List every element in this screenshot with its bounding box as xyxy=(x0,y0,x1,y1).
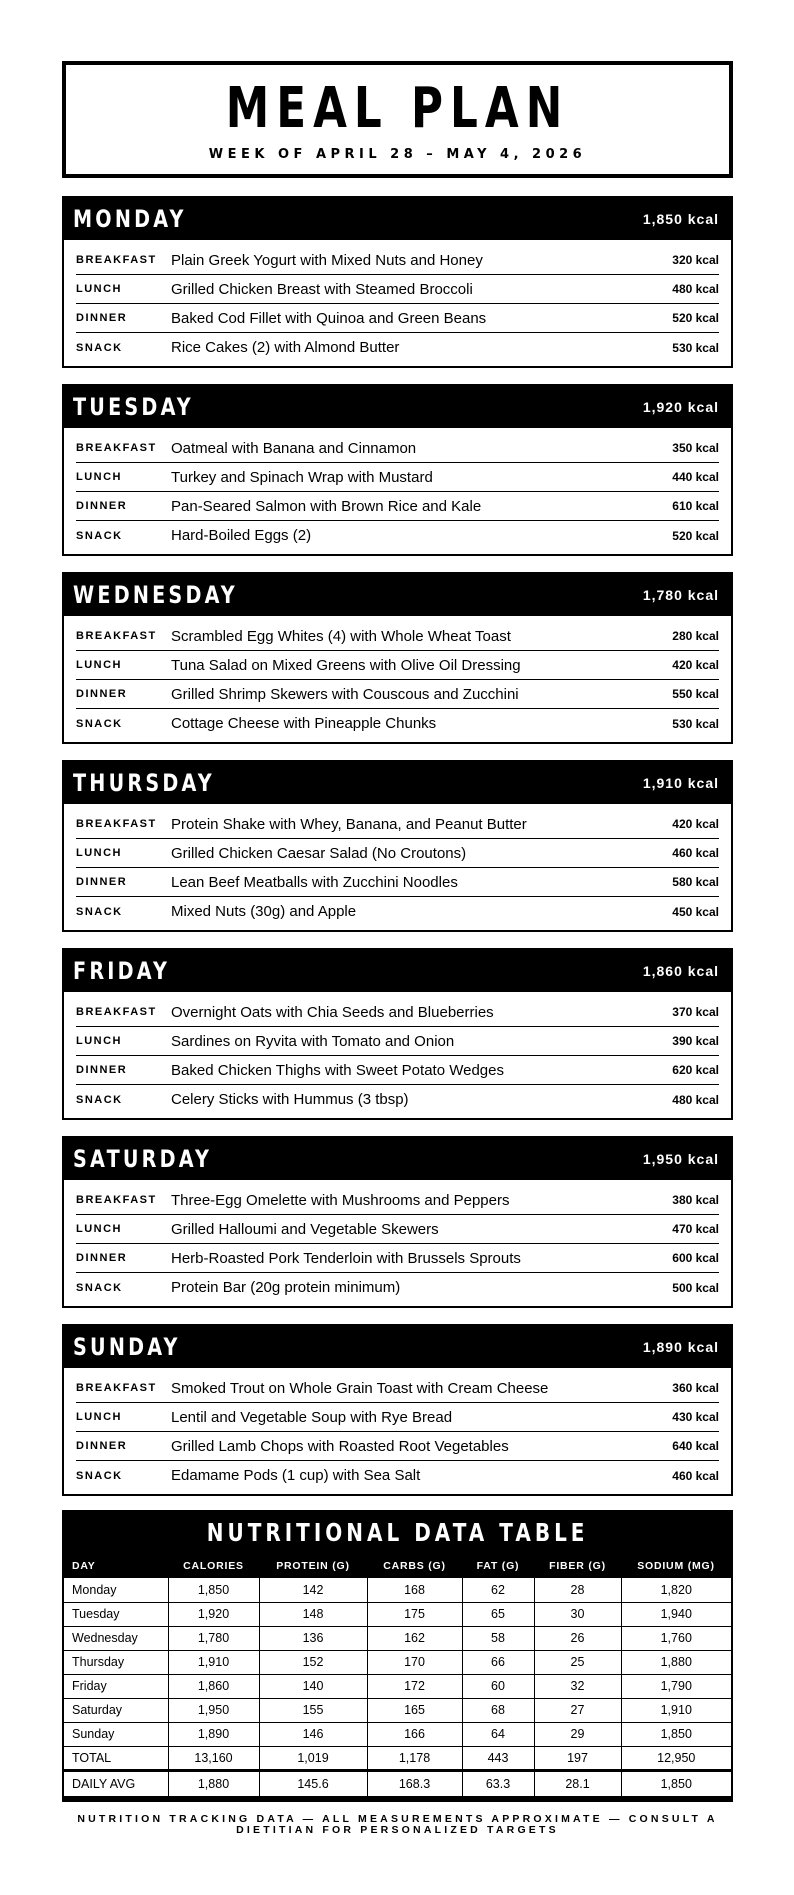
table-cell: Tuesday xyxy=(64,1602,168,1626)
table-cell: 168 xyxy=(367,1578,462,1602)
table-cell: 60 xyxy=(462,1674,534,1698)
table-cell: 168.3 xyxy=(367,1770,462,1796)
day-header xyxy=(64,762,731,804)
column-header: FAT (G) xyxy=(476,1560,520,1572)
meal-plan-header xyxy=(62,61,733,178)
meal-type: BREAKFAST xyxy=(76,1382,157,1394)
meal-row xyxy=(76,1215,719,1244)
day-name: FRIDAY xyxy=(73,957,171,985)
meal-type: SNACK xyxy=(76,1093,123,1106)
meal-type: LUNCH xyxy=(76,847,122,859)
table-cell: Monday xyxy=(64,1578,168,1602)
day-header xyxy=(64,198,731,240)
meal-type: DINNER xyxy=(76,876,128,888)
column-header: PROTEIN (G) xyxy=(276,1560,350,1572)
meal-row xyxy=(76,622,719,651)
table-row xyxy=(64,1674,731,1698)
meal-row xyxy=(76,1056,719,1085)
table-cell: 1,850 xyxy=(168,1578,259,1602)
meal-type: BREAKFAST xyxy=(76,818,157,830)
meal-list xyxy=(64,804,731,930)
meal-row xyxy=(76,839,719,868)
table-cell: 152 xyxy=(259,1650,367,1674)
table-cell: 1,940 xyxy=(621,1602,731,1626)
meal-kcal: 350 kcal xyxy=(672,441,719,455)
meal-type: BREAKFAST xyxy=(76,442,157,454)
meal-row xyxy=(76,1273,719,1302)
meal-type: BREAKFAST xyxy=(76,1194,157,1206)
meal-row xyxy=(76,333,719,362)
meal-description: Plain Greek Yogurt with Mixed Nuts and Honey xyxy=(171,251,483,269)
day-total-kcal: 1,890 kcal xyxy=(642,1339,719,1355)
meal-kcal: 450 kcal xyxy=(672,904,719,919)
meal-type: LUNCH xyxy=(76,471,122,483)
table-row xyxy=(64,1602,731,1626)
meal-description: Oatmeal with Banana and Cinnamon xyxy=(171,439,417,457)
meal-kcal: 640 kcal xyxy=(672,1439,719,1453)
meal-type: LUNCH xyxy=(76,283,122,295)
meal-row xyxy=(76,434,719,463)
table-cell: 136 xyxy=(259,1626,367,1650)
meal-type: BREAKFAST xyxy=(76,254,157,266)
meal-type: BREAKFAST xyxy=(76,630,157,642)
meal-type: LUNCH xyxy=(76,1411,122,1423)
table-cell: 26 xyxy=(534,1626,621,1650)
day-card-friday xyxy=(62,948,733,1120)
meal-list xyxy=(64,992,731,1118)
table-cell: 28 xyxy=(534,1578,621,1602)
column-header: CARBS (G) xyxy=(383,1560,446,1572)
table-cell: 1,950 xyxy=(168,1698,259,1722)
nutrition-table-title: NUTRITIONAL DATA TABLE xyxy=(206,1518,589,1547)
nutrition-table-section xyxy=(62,1510,733,1802)
meal-type: SNACK xyxy=(76,1469,123,1482)
meal-kcal: 280 kcal xyxy=(672,629,719,643)
meal-list xyxy=(64,1368,731,1494)
table-cell: Wednesday xyxy=(64,1626,168,1650)
meal-row xyxy=(76,1186,719,1215)
meal-kcal: 480 kcal xyxy=(672,1092,719,1107)
meal-type: SNACK xyxy=(76,717,123,730)
day-card-saturday xyxy=(62,1136,733,1308)
meal-type: DINNER xyxy=(76,500,128,512)
meal-row xyxy=(76,275,719,304)
day-card-thursday xyxy=(62,760,733,932)
meal-kcal: 550 kcal xyxy=(672,687,719,701)
table-cell: 1,760 xyxy=(621,1626,731,1650)
table-cell: Sunday xyxy=(64,1722,168,1746)
meal-description: Grilled Halloumi and Vegetable Skewers xyxy=(171,1220,439,1238)
meal-row xyxy=(76,680,719,709)
table-cell: DAILY AVG xyxy=(64,1770,168,1796)
table-row xyxy=(64,1578,731,1602)
meal-description: Celery Sticks with Hummus (3 tbsp) xyxy=(171,1091,409,1108)
meal-kcal: 580 kcal xyxy=(672,875,719,889)
meal-row xyxy=(76,709,719,738)
meal-description: Overnight Oats with Chia Seeds and Blueberries xyxy=(171,1003,494,1021)
day-name: THURSDAY xyxy=(73,769,215,797)
meal-kcal: 320 kcal xyxy=(672,253,719,267)
day-card-wednesday xyxy=(62,572,733,744)
nutrition-table-header xyxy=(64,1554,731,1578)
day-total-kcal: 1,950 kcal xyxy=(642,1151,719,1167)
table-cell: 1,820 xyxy=(621,1578,731,1602)
meal-row xyxy=(76,1461,719,1490)
meal-description: Protein Bar (20g protein minimum) xyxy=(171,1279,401,1296)
day-header xyxy=(64,386,731,428)
meal-list xyxy=(64,240,731,366)
meal-kcal: 610 kcal xyxy=(672,499,719,513)
table-cell: 58 xyxy=(462,1626,534,1650)
table-cell: 68 xyxy=(462,1698,534,1722)
meal-row xyxy=(76,1374,719,1403)
meal-kcal: 390 kcal xyxy=(672,1034,719,1048)
table-cell: 28.1 xyxy=(534,1770,621,1796)
meal-type: SNACK xyxy=(76,1281,123,1294)
day-name: MONDAY xyxy=(73,205,187,233)
nutrition-table xyxy=(64,1554,731,1796)
meal-kcal: 600 kcal xyxy=(672,1251,719,1265)
table-cell: 1,910 xyxy=(621,1698,731,1722)
table-cell: 65 xyxy=(462,1602,534,1626)
meal-kcal: 620 kcal xyxy=(672,1063,719,1077)
day-name: WEDNESDAY xyxy=(73,581,238,609)
day-total-kcal: 1,780 kcal xyxy=(642,587,719,603)
table-cell: 166 xyxy=(367,1722,462,1746)
table-cell: 1,880 xyxy=(168,1770,259,1796)
table-cell: 30 xyxy=(534,1602,621,1626)
meal-description: Baked Cod Fillet with Quinoa and Green Beans xyxy=(171,309,487,327)
meal-kcal: 420 kcal xyxy=(672,817,719,831)
meal-kcal: 460 kcal xyxy=(672,846,719,860)
table-cell: 443 xyxy=(462,1746,534,1770)
meal-kcal: 380 kcal xyxy=(672,1193,719,1207)
day-name: SATURDAY xyxy=(73,1145,213,1173)
table-cell: 148 xyxy=(259,1602,367,1626)
meal-row xyxy=(76,492,719,521)
meal-kcal: 520 kcal xyxy=(672,528,719,543)
meal-description: Three-Egg Omelette with Mushrooms and Peppers xyxy=(171,1191,510,1209)
meal-kcal: 460 kcal xyxy=(672,1468,719,1483)
meal-row xyxy=(76,651,719,680)
table-cell: 32 xyxy=(534,1674,621,1698)
meal-list xyxy=(64,428,731,554)
meal-kcal: 370 kcal xyxy=(672,1005,719,1019)
day-total-kcal: 1,860 kcal xyxy=(642,963,719,979)
meal-description: Baked Chicken Thighs with Sweet Potato Wedges xyxy=(171,1061,504,1079)
day-card-monday xyxy=(62,196,733,368)
table-cell: 62 xyxy=(462,1578,534,1602)
meal-description: Pan-Seared Salmon with Brown Rice and Kale xyxy=(171,497,482,515)
meal-description: Lean Beef Meatballs with Zucchini Noodles xyxy=(171,873,458,891)
column-header: DAY xyxy=(72,1560,96,1572)
table-cell: 145.6 xyxy=(259,1770,367,1796)
table-cell: Friday xyxy=(64,1674,168,1698)
meal-description: Lentil and Vegetable Soup with Rye Bread xyxy=(171,1408,453,1426)
meal-type: DINNER xyxy=(76,1064,128,1076)
meal-row xyxy=(76,304,719,333)
meal-kcal: 530 kcal xyxy=(672,340,719,355)
meal-description: Grilled Chicken Breast with Steamed Broccoli xyxy=(171,280,473,298)
table-cell: 1,880 xyxy=(621,1650,731,1674)
meal-description: Grilled Shrimp Skewers with Couscous and Zucchini xyxy=(171,685,519,703)
meal-description: Turkey and Spinach Wrap with Mustard xyxy=(171,468,433,486)
meal-description: Tuna Salad on Mixed Greens with Olive Oil Dressing xyxy=(171,656,521,674)
table-row xyxy=(64,1722,731,1746)
day-card-tuesday xyxy=(62,384,733,556)
table-cell: 170 xyxy=(367,1650,462,1674)
day-total-kcal: 1,920 kcal xyxy=(642,399,719,415)
meal-type: LUNCH xyxy=(76,1223,122,1235)
table-cell: 25 xyxy=(534,1650,621,1674)
day-name: SUNDAY xyxy=(73,1333,181,1361)
day-name: TUESDAY xyxy=(73,393,194,421)
meal-row xyxy=(76,1244,719,1273)
table-cell: 1,780 xyxy=(168,1626,259,1650)
table-row xyxy=(64,1698,731,1722)
table-cell: 13,160 xyxy=(168,1746,259,1770)
table-cell: 1,860 xyxy=(168,1674,259,1698)
column-header: FIBER (G) xyxy=(549,1560,606,1572)
meal-type: SNACK xyxy=(76,905,123,918)
table-cell: 197 xyxy=(534,1746,621,1770)
meal-type: LUNCH xyxy=(76,659,122,671)
meal-list xyxy=(64,1180,731,1306)
meal-row xyxy=(76,1403,719,1432)
table-row xyxy=(64,1626,731,1650)
meal-description: Herb-Roasted Pork Tenderloin with Brussels Sprouts xyxy=(171,1249,521,1267)
page-subtitle: WEEK OF APRIL 28 – MAY 4, 2026 xyxy=(208,147,587,162)
day-card-sunday xyxy=(62,1324,733,1496)
table-cell: 146 xyxy=(259,1722,367,1746)
meal-description: Mixed Nuts (30g) and Apple xyxy=(171,903,357,920)
meal-kcal: 520 kcal xyxy=(672,311,719,325)
meal-type: DINNER xyxy=(76,1440,128,1452)
meal-row xyxy=(76,1027,719,1056)
meal-row xyxy=(76,463,719,492)
daily-avg-row xyxy=(64,1770,731,1796)
table-cell: 1,920 xyxy=(168,1602,259,1626)
meal-description: Grilled Chicken Caesar Salad (No Croutons) xyxy=(171,844,467,862)
table-cell: TOTAL xyxy=(64,1746,168,1770)
table-cell: 140 xyxy=(259,1674,367,1698)
table-cell: 155 xyxy=(259,1698,367,1722)
meal-kcal: 470 kcal xyxy=(672,1222,719,1236)
table-row xyxy=(64,1650,731,1674)
meal-description: Protein Shake with Whey, Banana, and Peanut Butter xyxy=(171,815,527,833)
day-total-kcal: 1,850 kcal xyxy=(642,211,719,227)
table-cell: 172 xyxy=(367,1674,462,1698)
table-cell: 1,890 xyxy=(168,1722,259,1746)
footer-disclaimer: NUTRITION TRACKING DATA — ALL MEASUREMENTS APPROXIMATE — CONSULT A DIETITIAN FOR PERSONALIZED TARGETS xyxy=(77,1813,718,1836)
table-cell: 1,178 xyxy=(367,1746,462,1770)
table-cell: 165 xyxy=(367,1698,462,1722)
page-title: MEAL PLAN xyxy=(225,76,570,141)
table-cell: 63.3 xyxy=(462,1770,534,1796)
meal-row xyxy=(76,521,719,550)
meal-kcal: 440 kcal xyxy=(672,470,719,484)
meal-description: Edamame Pods (1 cup) with Sea Salt xyxy=(171,1467,421,1484)
meal-row xyxy=(76,1085,719,1114)
table-cell: 12,950 xyxy=(621,1746,731,1770)
table-cell: Thursday xyxy=(64,1650,168,1674)
table-cell: 142 xyxy=(259,1578,367,1602)
table-cell: Saturday xyxy=(64,1698,168,1722)
table-cell: 1,019 xyxy=(259,1746,367,1770)
meal-row xyxy=(76,1432,719,1461)
table-cell: 1,850 xyxy=(621,1722,731,1746)
meal-kcal: 480 kcal xyxy=(672,282,719,296)
day-header xyxy=(64,1138,731,1180)
meal-kcal: 530 kcal xyxy=(672,716,719,731)
meal-kcal: 360 kcal xyxy=(672,1381,719,1395)
column-header: CALORIES xyxy=(183,1560,244,1572)
meal-description: Sardines on Ryvita with Tomato and Onion xyxy=(171,1032,455,1050)
table-cell: 27 xyxy=(534,1698,621,1722)
meal-kcal: 500 kcal xyxy=(672,1280,719,1295)
meal-description: Rice Cakes (2) with Almond Butter xyxy=(171,339,400,356)
meal-row xyxy=(76,897,719,926)
meal-type: LUNCH xyxy=(76,1035,122,1047)
table-cell: 64 xyxy=(462,1722,534,1746)
day-header xyxy=(64,574,731,616)
table-cell: 175 xyxy=(367,1602,462,1626)
meal-list xyxy=(64,616,731,742)
meal-type: DINNER xyxy=(76,1252,128,1264)
meal-type: BREAKFAST xyxy=(76,1006,157,1018)
meal-description: Smoked Trout on Whole Grain Toast with Cream Cheese xyxy=(171,1379,549,1397)
meal-row xyxy=(76,998,719,1027)
meal-type: SNACK xyxy=(76,529,123,542)
day-total-kcal: 1,910 kcal xyxy=(642,775,719,791)
meal-kcal: 430 kcal xyxy=(672,1410,719,1424)
meal-row xyxy=(76,868,719,897)
meal-row xyxy=(76,246,719,275)
meal-description: Scrambled Egg Whites (4) with Whole Wheat Toast xyxy=(171,627,511,645)
column-header: SODIUM (MG) xyxy=(637,1560,715,1572)
meal-description: Grilled Lamb Chops with Roasted Root Vegetables xyxy=(171,1437,509,1455)
meal-description: Cottage Cheese with Pineapple Chunks xyxy=(171,715,437,732)
table-cell: 1,910 xyxy=(168,1650,259,1674)
meal-row xyxy=(76,810,719,839)
meal-type: DINNER xyxy=(76,688,128,700)
meal-type: SNACK xyxy=(76,341,123,354)
table-cell: 1,790 xyxy=(621,1674,731,1698)
day-header xyxy=(64,1326,731,1368)
table-cell: 162 xyxy=(367,1626,462,1650)
table-row xyxy=(64,1746,731,1770)
meal-kcal: 420 kcal xyxy=(672,658,719,672)
table-cell: 66 xyxy=(462,1650,534,1674)
table-cell: 29 xyxy=(534,1722,621,1746)
table-cell: 1,850 xyxy=(621,1770,731,1796)
meal-type: DINNER xyxy=(76,312,128,324)
day-header xyxy=(64,950,731,992)
meal-description: Hard-Boiled Eggs (2) xyxy=(171,527,312,544)
